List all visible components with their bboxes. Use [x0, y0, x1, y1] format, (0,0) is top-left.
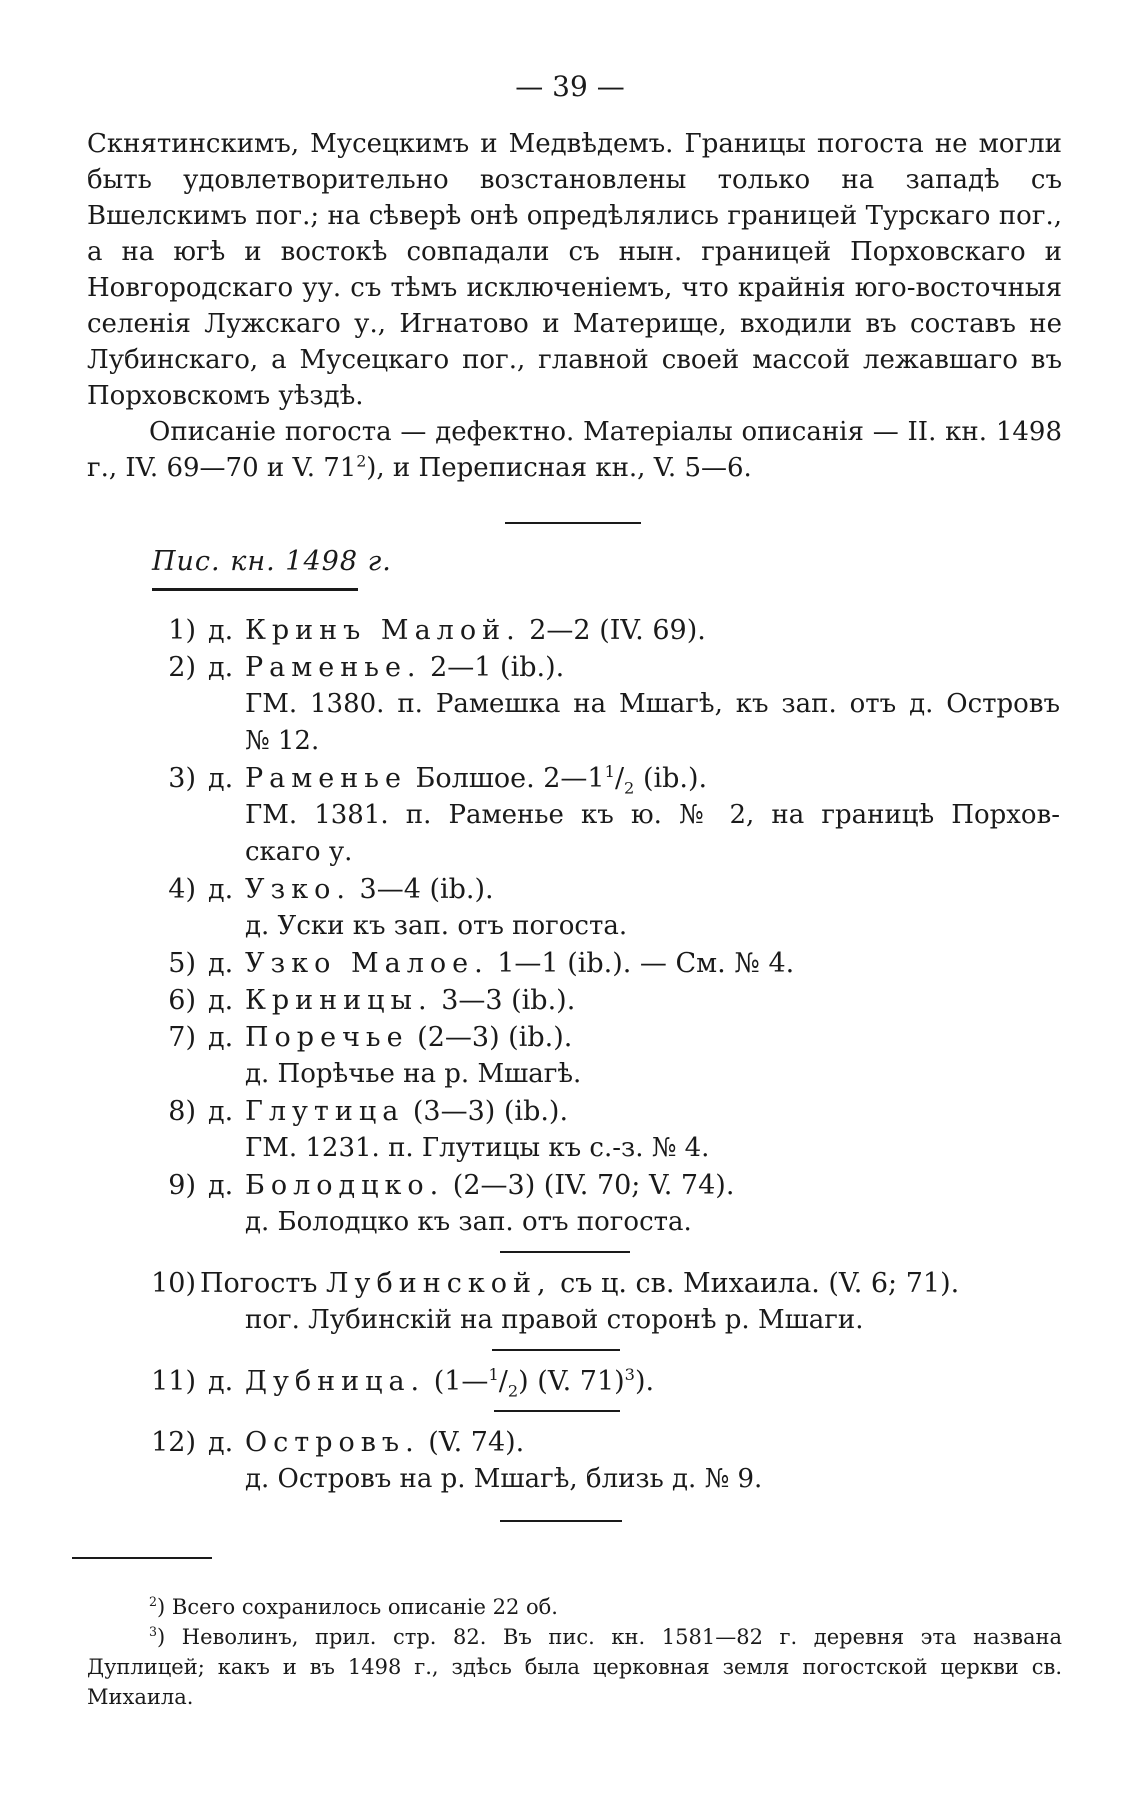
footnote-3: $^3$) Неволинъ, прил. стр. 82. Въ пис. кн. 1581—82 г. деревня эта названа Дуплицей; какъ и въ 1498 г., здѣсь была церковная земля погостской церкви св. Михаила.: [87, 1624, 1062, 1709]
entry-4: 4) д. Узко. 3—4 (ib.).: [168, 874, 494, 905]
entry-3: 3) д. Раменье Болшое. $2—1^1/_2$ (ib.).: [168, 762, 708, 798]
entry-12-note: д. Островъ на р. Мшагѣ, близь д. № 9.: [245, 1464, 763, 1494]
place-name: Кринъ Малой.: [245, 615, 521, 646]
entry-8-note: ГМ. 1231. п. Глутицы къ с.-з. № 4.: [245, 1133, 710, 1163]
entry-2-note: ГМ. 1380. п. Рамешка на Мшагѣ, къ зап. отъ д. Островъ: [245, 689, 1060, 719]
entry-3-note: ГМ. 1381. п. Раменье къ ю. № 2, на границѣ Порхов-: [245, 800, 1060, 830]
intro-paragraph-2: Описаніе погоста — дефектно. Матеріалы описанія — II. кн. 1498 г., IV. 69—70 и V. $71^2$), и Переписная кн., V. 5—6.: [87, 417, 1062, 483]
intro-text: [87, 126, 1062, 486]
place-name: Раменье: [245, 763, 407, 794]
entry-separator: [500, 1251, 630, 1253]
place-name: Дубница.: [245, 1366, 426, 1397]
place-name: Узко.: [245, 874, 351, 905]
entry-7: 7) д. Поречье (2—3) (ib.).: [168, 1022, 573, 1053]
section-divider: [505, 522, 641, 524]
entry-6: 6) д. Криницы. 3—3 (ib.).: [168, 985, 576, 1016]
page-number: — 39 —: [515, 70, 625, 103]
place-name: Глутица: [245, 1096, 405, 1127]
entry-10-note: пог. Лубинскій на правой сторонѣ р. Мшаги.: [245, 1305, 864, 1335]
footnote-ref-2: 2: [356, 452, 367, 471]
entry-9-note: д. Болодцко къ зап. отъ погоста.: [245, 1207, 692, 1237]
entry-3-note-cont: скаго у.: [245, 837, 353, 867]
place-name: Болодцко.: [245, 1170, 445, 1201]
footnote-ref-3: 3: [624, 1365, 635, 1384]
entry-12: 12) д. Островъ. (V. 74).: [151, 1427, 525, 1458]
entry-list: [0, 612, 1140, 1534]
footnote-rule: [72, 1557, 212, 1559]
entry-11: 11) д. Дубница. $(1—^1/_2)$ (V. 71)$^3$).: [151, 1365, 655, 1401]
heading-underline: [152, 588, 358, 591]
entry-9: 9) д. Болодцко. (2—3) (IV. 70; V. 74).: [168, 1170, 735, 1201]
place-name: Поречье: [245, 1022, 409, 1053]
place-name: Узко Малое.: [245, 948, 489, 979]
entry-2-note-cont: № 12.: [245, 726, 320, 756]
entry-4-note: д. Уски къ зап. отъ погоста.: [245, 911, 628, 941]
entry-7-note: д. Порѣчье на р. Мшагѣ.: [245, 1059, 582, 1089]
entry-separator: [494, 1410, 620, 1412]
entry-5: 5) д. Узко Малое. 1—1 (ib.). — См. № 4.: [168, 948, 795, 979]
place-name: Лубинской,: [326, 1268, 552, 1299]
entry-separator: [492, 1349, 620, 1351]
place-name: Островъ.: [245, 1427, 420, 1458]
footnote-2: $^2$) Всего сохранилось описаніе 22 об.: [149, 1594, 558, 1619]
entry-1: 1) д. Кринъ Малой. 2—2 (IV. 69).: [168, 615, 706, 646]
entry-separator: [500, 1520, 622, 1522]
footnotes: [87, 1592, 1062, 1712]
place-name: Криницы.: [245, 985, 433, 1016]
section-heading: Пис. кн. 1498 г.: [152, 546, 392, 577]
intro-paragraph-1: Скнятинскимъ, Мусецкимъ и Медвѣдемъ. Границы погоста не могли быть удовлетворительно возстановлены только на западѣ съ Вшелскимъ пог.; на сѣверѣ онѣ опредѣлялись границей Турскаго пог., а на югѣ и востокѣ совпадали съ нын. границей Порховскаго и Новгородскаго уу. съ тѣмъ исключеніемъ, что крайнія юго-восточныя селенія Лужскаго у., Игнатово и Материще, входили въ составъ не Лубинскаго, а Мусецкаго пог., главной своей массой лежавшаго въ Порховскомъ уѣздѣ.: [87, 129, 1062, 411]
place-name: Раменье.: [245, 652, 422, 683]
entry-8: 8) д. Глутица (3—3) (ib.).: [168, 1096, 569, 1127]
entry-2: 2) д. Раменье. 2—1 (ib.).: [168, 652, 565, 683]
entry-10: 10) Погостъ Лубинской, съ ц. св. Михаила. (V. 6; 71).: [151, 1268, 960, 1299]
